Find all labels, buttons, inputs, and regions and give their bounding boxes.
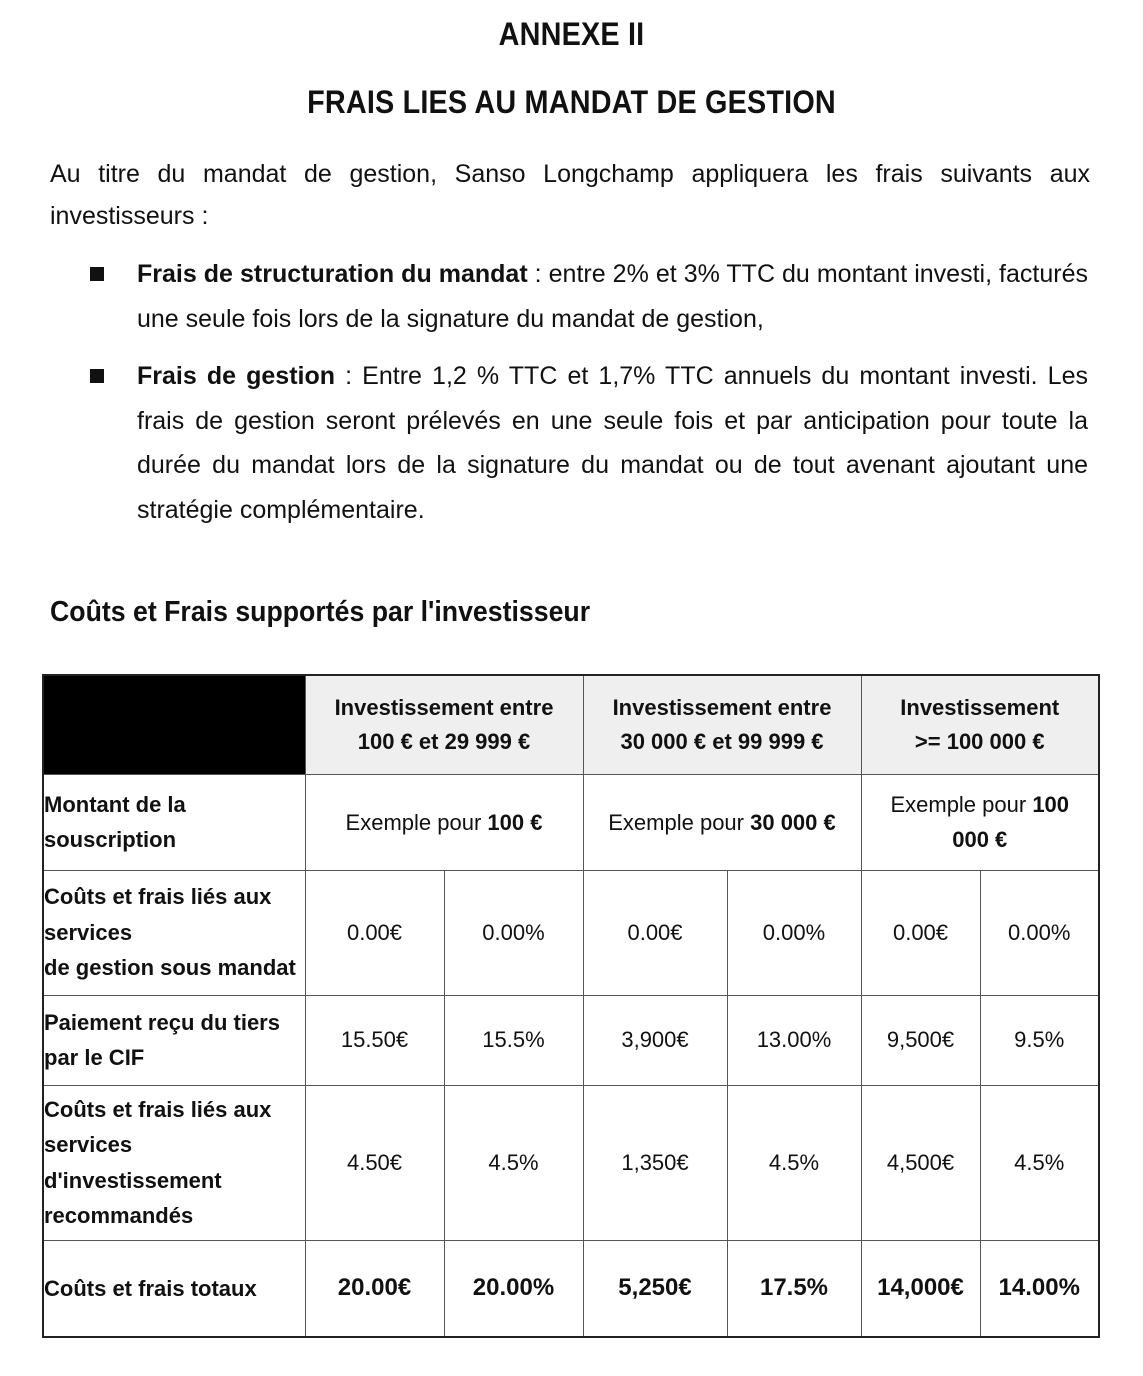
bullet-text: : entre 2% et 3% TTC du montant investi, facturés une seule fois lors de la signature du mandat de gestion, — [137, 260, 1088, 333]
bullet-lead: Frais de structuration du mandat — [137, 260, 528, 288]
value-cell: 15.5% — [444, 995, 583, 1085]
bullet-structuration-fees — [88, 252, 1088, 341]
value-cell: 3,900€ — [583, 995, 727, 1085]
bullet-text: : Entre 1,2 % TTC et 1,7% TTC annuels du montant investi. Les frais de gestion seront prélevés en une seule fois et par anticipation pour toute la durée du mandat lors de la signature du mandat ou de tout avenant ajoutant une stratégie complémentaire. — [137, 362, 1088, 524]
value-cell: 0.00% — [980, 870, 1099, 995]
column-header-line: Investissement entre — [334, 694, 554, 720]
total-value-cell: 20.00% — [444, 1240, 583, 1337]
fees-table — [42, 674, 1100, 1338]
value-cell: 0.00€ — [861, 870, 980, 995]
total-value-cell: 14,000€ — [861, 1240, 980, 1337]
value-cell: 0.00% — [727, 870, 861, 995]
example-amount: 100 — [1032, 792, 1070, 817]
annex-title: ANNEXE II — [498, 16, 645, 52]
row-label-line: Coûts et frais liés aux — [44, 884, 272, 910]
row-label-line: Montant de la — [44, 791, 186, 817]
total-value-cell: 20.00€ — [305, 1240, 444, 1337]
table-title: Coûts et Frais supportés par l'investisseur — [50, 596, 591, 628]
example-amount: 100 € — [487, 809, 543, 835]
total-row — [43, 1240, 1099, 1337]
value-cell: 0.00% — [444, 870, 583, 995]
column-header-line: Investissement entre — [612, 694, 832, 720]
row-label-line: d'investissement — [44, 1167, 222, 1193]
row-label — [43, 774, 305, 870]
table-row — [43, 1085, 1099, 1240]
value-cell: 4.5% — [444, 1085, 583, 1240]
row-label-line: par le CIF — [44, 1045, 145, 1070]
example-prefix: Exemple pour — [608, 809, 751, 835]
table-header-row — [43, 675, 1099, 774]
bullet-management-fees — [88, 354, 1088, 532]
total-value-cell: 14.00% — [980, 1240, 1099, 1337]
value-cell: 9,500€ — [861, 995, 980, 1085]
row-label — [43, 870, 305, 995]
section-title: FRAIS LIES AU MANDAT DE GESTION — [307, 84, 836, 120]
total-value-cell: 17.5% — [727, 1240, 861, 1337]
row-label — [43, 995, 305, 1085]
example-cell — [583, 774, 861, 870]
fee-bullet-list — [88, 252, 1088, 532]
header-corner-cell — [43, 675, 305, 774]
example-amount: 000 € — [952, 827, 1008, 852]
subscription-row — [43, 774, 1099, 870]
example-amount: 30 000 € — [750, 809, 836, 835]
example-cell — [861, 774, 1099, 870]
value-cell: 4.5% — [980, 1085, 1099, 1240]
value-cell: 4.50€ — [305, 1085, 444, 1240]
value-cell: 15.50€ — [305, 995, 444, 1085]
total-value-cell: 5,250€ — [583, 1240, 727, 1337]
row-label-line: services — [44, 919, 133, 945]
table-row — [43, 870, 1099, 995]
column-header-line: 30 000 € et 99 999 € — [620, 728, 824, 754]
square-bullet-icon — [90, 267, 104, 281]
column-header-tier-2 — [583, 675, 861, 774]
value-cell: 4.5% — [727, 1085, 861, 1240]
value-cell: 0.00€ — [583, 870, 727, 995]
value-cell: 1,350€ — [583, 1085, 727, 1240]
column-header-line: Investissement — [900, 694, 1060, 720]
value-cell: 9.5% — [980, 995, 1099, 1085]
column-header-line: >= 100 000 € — [914, 728, 1045, 754]
row-label-line: Paiement reçu du tiers — [44, 1009, 280, 1035]
value-cell: 13.00% — [727, 995, 861, 1085]
row-label — [43, 1085, 305, 1240]
row-label-line: souscription — [44, 827, 177, 852]
row-label-line: recommandés — [44, 1203, 194, 1228]
row-label-line: de gestion sous mandat — [44, 955, 296, 981]
column-header-line: 100 € et 29 999 € — [357, 728, 531, 754]
intro-paragraph: Au titre du mandat de gestion, Sanso Longchamp appliquera les frais suivants aux investisseurs : — [50, 160, 1090, 230]
example-cell — [305, 774, 583, 870]
square-bullet-icon — [90, 369, 104, 383]
value-cell: 4,500€ — [861, 1085, 980, 1240]
example-prefix: Exemple pour — [345, 809, 488, 835]
row-label-line: Coûts et frais liés aux — [44, 1096, 272, 1122]
table-row — [43, 995, 1099, 1085]
example-prefix: Exemple pour — [890, 792, 1033, 817]
column-header-tier-3 — [861, 675, 1099, 774]
bullet-lead: Frais de gestion — [137, 362, 336, 390]
row-label — [43, 1240, 305, 1337]
value-cell: 0.00€ — [305, 870, 444, 995]
row-label-line: services — [44, 1132, 133, 1157]
row-label-line: Coûts et frais totaux — [44, 1275, 257, 1301]
column-header-tier-1 — [305, 675, 583, 774]
